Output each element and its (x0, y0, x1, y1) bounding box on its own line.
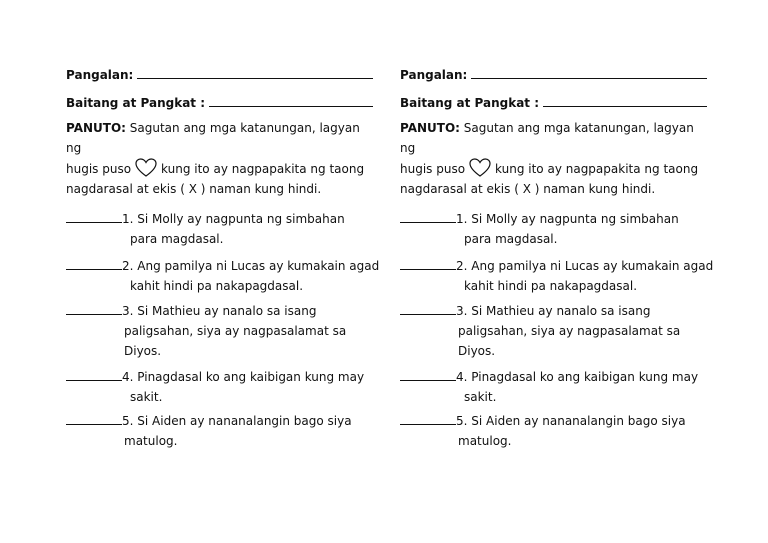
question-text: 4. Pinagdasal ko ang kaibigan kung may (122, 370, 365, 384)
panuto-line2-b: kung ito ay nagpapakita ng taong (161, 162, 365, 176)
question-text: 5. Si Aiden ay nananalangin bago siya (456, 414, 686, 428)
question-text-cont: paligsahan, siya ay nagpasalamat sa (124, 324, 347, 338)
question-text: 3. Si Mathieu ay nanalo sa isang (456, 304, 651, 318)
panuto-label: PANUTO: (400, 121, 460, 135)
question-text: 1. Si Molly ay nagpunta ng simbahan (122, 212, 345, 226)
answer-blank (400, 257, 456, 270)
question-text-cont: sakit. (464, 390, 497, 404)
worksheet-left (66, 0, 386, 543)
name-line (471, 66, 707, 79)
name-field (400, 66, 707, 82)
heart-icon (469, 158, 491, 178)
question-3 (400, 301, 680, 361)
question-4 (400, 367, 698, 407)
answer-blank (66, 257, 122, 270)
panuto-line1: Sagutan ang mga katanungan, lagyan ng (66, 121, 360, 155)
panuto-line3: nagdarasal at ekis ( X ) naman kung hindi. (400, 181, 656, 196)
question-2 (400, 256, 713, 296)
grade-label: Baitang at Pangkat : (400, 96, 540, 110)
answer-blank (400, 412, 456, 425)
panuto-line2-a: hugis puso (66, 162, 132, 176)
question-text-cont: paligsahan, siya ay nagpasalamat sa (458, 324, 681, 338)
answer-blank (400, 368, 456, 381)
answer-blank (66, 368, 122, 381)
question-text-cont: matulog. (124, 434, 178, 448)
grade-line (543, 94, 707, 107)
question-2 (66, 256, 379, 296)
grade-field (66, 94, 373, 110)
grade-field (400, 94, 707, 110)
question-1 (66, 209, 345, 249)
question-text: 2. Ang pamilya ni Lucas ay kumakain agad (456, 259, 714, 273)
answer-blank (66, 302, 122, 315)
grade-label: Baitang at Pangkat : (66, 96, 206, 110)
question-1 (400, 209, 679, 249)
question-text-cont: Diyos. (124, 344, 162, 358)
question-text-cont: para magdasal. (130, 232, 224, 246)
question-4 (66, 367, 364, 407)
question-text-cont: matulog. (458, 434, 512, 448)
answer-blank (400, 210, 456, 223)
panuto-line1: Sagutan ang mga katanungan, lagyan ng (400, 121, 694, 155)
panuto-line2-a: hugis puso (400, 162, 466, 176)
answer-blank (66, 412, 122, 425)
name-label: Pangalan: (400, 68, 468, 82)
panuto-line3: nagdarasal at ekis ( X ) naman kung hindi. (66, 181, 322, 196)
question-text: 3. Si Mathieu ay nanalo sa isang (122, 304, 317, 318)
question-text: 2. Ang pamilya ni Lucas ay kumakain agad (122, 259, 380, 273)
instructions (400, 119, 710, 199)
question-text: 4. Pinagdasal ko ang kaibigan kung may (456, 370, 699, 384)
instructions (66, 119, 376, 199)
worksheet-right (400, 0, 720, 543)
question-5 (66, 411, 352, 451)
answer-blank (400, 302, 456, 315)
question-text-cont: Diyos. (458, 344, 496, 358)
question-text-cont: sakit. (130, 390, 163, 404)
panuto-line2-b: kung ito ay nagpapakita ng taong (495, 162, 699, 176)
question-3 (66, 301, 346, 361)
question-text: 1. Si Molly ay nagpunta ng simbahan (456, 212, 679, 226)
heart-icon (135, 158, 157, 178)
question-text-cont: kahit hindi pa nakapagdasal. (464, 279, 638, 293)
question-text-cont: para magdasal. (464, 232, 558, 246)
grade-line (209, 94, 373, 107)
question-text-cont: kahit hindi pa nakapagdasal. (130, 279, 304, 293)
question-5 (400, 411, 686, 451)
question-text: 5. Si Aiden ay nananalangin bago siya (122, 414, 352, 428)
answer-blank (66, 210, 122, 223)
name-label: Pangalan: (66, 68, 134, 82)
name-line (137, 66, 373, 79)
panuto-label: PANUTO: (66, 121, 126, 135)
name-field (66, 66, 373, 82)
